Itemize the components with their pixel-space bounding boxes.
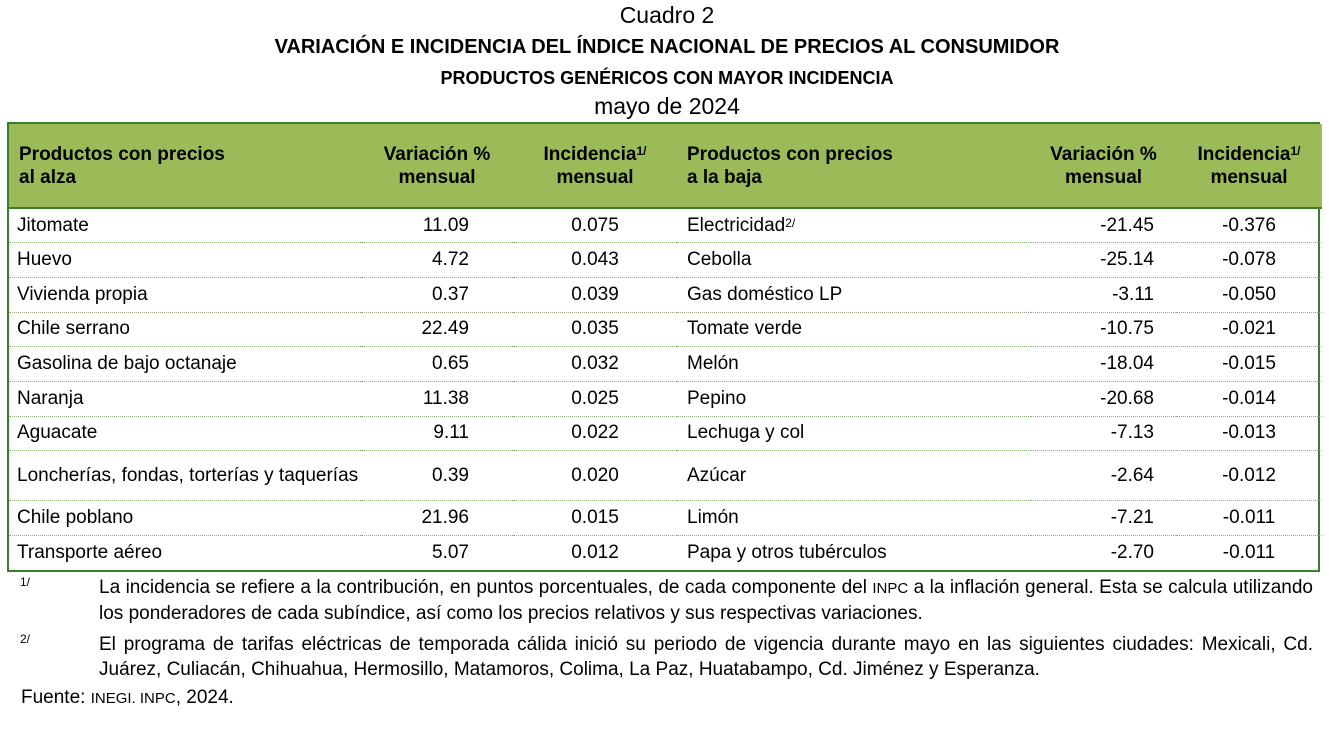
- table-row: [9, 381, 1322, 416]
- cell-down-product: Electricidad$^{2/}$: [687, 214, 796, 236]
- cell-up-incidence: 0.020: [571, 464, 619, 486]
- col-header-down-product: Productos con precios a la baja: [687, 143, 893, 188]
- cell-down-product: Lechuga y col: [687, 422, 805, 444]
- cell-up-product: Vivienda propia: [17, 283, 148, 305]
- cell-down-product: Gas doméstico LP: [687, 283, 843, 305]
- cell-down-incidence: -0.012: [1222, 464, 1276, 486]
- cell-up-product: Chile serrano: [17, 318, 130, 340]
- cell-down-product: Cebolla: [687, 249, 752, 271]
- cell-up-product: Naranja: [17, 387, 84, 409]
- table-row: [9, 312, 1322, 347]
- cell-up-incidence: 0.025: [571, 387, 619, 409]
- cell-down-variation: -18.04: [1100, 353, 1154, 375]
- footnote-ref: 2/: [785, 215, 796, 230]
- cell-down-variation: -7.13: [1110, 422, 1154, 444]
- data-table: [9, 124, 1322, 570]
- table-row: [9, 277, 1322, 312]
- cell-down-incidence: -0.014: [1222, 387, 1276, 409]
- cell-up-variation: 11.38: [422, 387, 469, 409]
- period-label: mayo de 2024: [594, 93, 740, 119]
- cell-up-variation: 0.39: [432, 464, 469, 486]
- cell-down-incidence: -0.376: [1222, 214, 1276, 236]
- col-header-up-inc: Incidencia$^{1/}$ mensual: [543, 143, 647, 188]
- table-row: [9, 451, 1322, 501]
- table-row: [9, 347, 1322, 382]
- cell-up-product: Huevo: [17, 249, 72, 271]
- cell-up-product: Aguacate: [17, 422, 98, 444]
- cell-up-incidence: 0.075: [571, 214, 619, 236]
- table-row: [9, 208, 1322, 243]
- cell-down-variation: -7.21: [1110, 507, 1154, 529]
- cell-up-incidence: 0.022: [571, 422, 619, 444]
- cell-down-incidence: -0.011: [1222, 542, 1276, 564]
- inpc-table: [7, 122, 1320, 572]
- document-title: VARIACIÓN E INCIDENCIA DEL ÍNDICE NACIONAL DE PRECIOS AL CONSUMIDOR: [274, 36, 1060, 58]
- cell-down-variation: -10.75: [1100, 318, 1154, 340]
- col-header-up-product: Productos con precios al alza: [19, 143, 225, 188]
- cell-up-incidence: 0.032: [571, 353, 619, 375]
- cell-up-product: Chile poblano: [17, 507, 134, 529]
- cell-down-variation: -25.14: [1100, 249, 1154, 271]
- cell-up-product: Gasolina de bajo octanaje: [17, 353, 237, 375]
- cell-up-variation: 0.65: [432, 353, 469, 375]
- cuadro-label: Cuadro 2: [619, 2, 715, 28]
- cell-down-product: Tomate verde: [687, 318, 803, 340]
- table-header: [9, 124, 1322, 208]
- table-body: [9, 208, 1322, 570]
- cell-down-product: Pepino: [687, 387, 747, 409]
- footnote-2-text: El programa de tarifas eléctricas de temporada cálida inició su periodo de vigencia durante mayo en las siguientes ciudades: Mexicali, Cd. Juárez, Culiacán, Chihuahua, Hermosillo, Matamoros, Colima, La Paz, Huatabampo, Cd. Jiménez y Esperanza.: [99, 634, 1313, 680]
- cell-down-product: Melón: [687, 353, 739, 375]
- cell-down-incidence: -0.015: [1222, 353, 1276, 375]
- table-row: [9, 536, 1322, 571]
- col-header-down-inc: Incidencia$^{1/}$ mensual: [1197, 143, 1301, 188]
- cell-down-product: Azúcar: [687, 464, 747, 486]
- footnote-2-mark: 2/: [20, 632, 31, 646]
- cell-up-incidence: 0.039: [571, 283, 619, 305]
- col-header-down-var: Variación % mensual: [1050, 143, 1157, 188]
- cell-up-variation: 22.49: [421, 318, 469, 340]
- footnote-1-text: La incidencia se refiere a la contribución, en puntos porcentuales, de cada componente del INPC a la inflación general. Esta se calcula utilizando los ponderadores de cada subíndice, así como los precios relativos y sus respectivas variaciones.: [99, 577, 1313, 624]
- cell-down-variation: -20.68: [1100, 387, 1154, 409]
- source-line: Fuente: INEGI. INPC, 2024.: [21, 687, 234, 708]
- cell-down-incidence: -0.050: [1222, 283, 1276, 305]
- cell-up-incidence: 0.015: [571, 507, 619, 529]
- cell-up-product: Transporte aéreo: [17, 542, 163, 564]
- document-subtitle: PRODUCTOS GENÉRICOS CON MAYOR INCIDENCIA: [440, 68, 894, 88]
- cell-down-incidence: -0.013: [1222, 422, 1276, 444]
- cell-up-variation: 9.11: [433, 422, 469, 444]
- footnote-1-mark: 1/: [20, 575, 31, 589]
- cell-down-variation: -3.11: [1112, 283, 1154, 305]
- cell-up-incidence: 0.035: [571, 318, 619, 340]
- cell-down-variation: -21.45: [1100, 214, 1154, 236]
- cell-down-incidence: -0.078: [1222, 249, 1276, 271]
- cell-down-product: Papa y otros tubérculos: [687, 542, 887, 564]
- cell-down-variation: -2.64: [1110, 464, 1154, 486]
- cell-down-product: Limón: [687, 507, 739, 529]
- cell-down-variation: -2.70: [1110, 542, 1154, 564]
- cell-up-variation: 11.09: [422, 214, 469, 236]
- cell-up-variation: 4.72: [432, 249, 469, 271]
- cell-up-product: Jitomate: [17, 214, 89, 236]
- table-row: [9, 416, 1322, 451]
- cell-down-incidence: -0.011: [1222, 507, 1276, 529]
- cell-up-incidence: 0.043: [571, 249, 619, 271]
- cell-up-variation: 21.96: [421, 507, 469, 529]
- cell-down-incidence: -0.021: [1222, 318, 1276, 340]
- cell-up-variation: 0.37: [432, 283, 469, 305]
- cell-up-variation: 5.07: [432, 542, 469, 564]
- cell-up-incidence: 0.012: [571, 542, 619, 564]
- table-row: [9, 243, 1322, 278]
- cell-up-product: Loncherías, fondas, torterías y taquerías: [17, 464, 359, 486]
- col-header-up-var: Variación % mensual: [383, 143, 491, 188]
- table-row: [9, 501, 1322, 536]
